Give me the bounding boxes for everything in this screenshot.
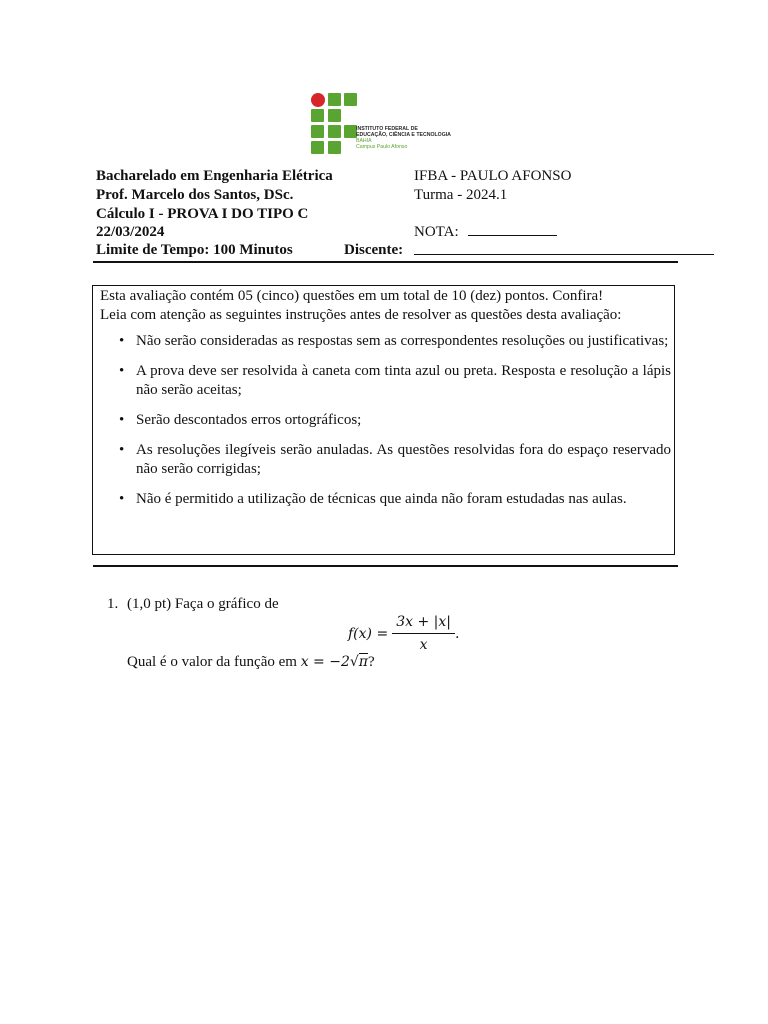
list-item-text: A prova deve ser resolvida à caneta com tinta azul ou preta. Resposta e resolução a lápis não serão aceitas;	[136, 363, 671, 398]
list-item	[101, 362, 671, 400]
formula-period: .	[454, 625, 460, 642]
logo-state: BAHIA	[356, 138, 372, 144]
logo-campus: Campus Paulo Afonso	[356, 144, 408, 150]
instructions-box	[92, 285, 675, 555]
formula-fraction	[392, 612, 455, 655]
formula-denominator: x	[419, 637, 428, 653]
list-item	[101, 411, 671, 430]
grade-field[interactable]	[468, 235, 557, 236]
grade-label: NOTA:	[414, 224, 459, 240]
question-text: (1,0 pt) Faça o gráfico de	[127, 596, 279, 612]
list-item	[101, 490, 671, 509]
formula-numerator: 3x + |x|	[392, 612, 455, 634]
question-number: 1.	[107, 596, 119, 612]
bullet-icon: •	[119, 412, 125, 428]
intro-line2: Leia com atenção as seguintes instruções antes de resolver as questões desta avaliação:	[100, 307, 622, 323]
question-ask	[127, 652, 375, 672]
logo-square	[311, 125, 324, 138]
student-label: Discente:	[344, 242, 404, 258]
box-rule	[93, 565, 678, 567]
list-item-text: Não serão consideradas as respostas sem as correspondentes resoluções ou justificativas;	[136, 333, 669, 349]
logo-square	[344, 93, 357, 106]
list-item	[101, 441, 671, 479]
logo-square	[328, 141, 341, 154]
course-name: Bacharelado em Engenharia Elétrica	[96, 168, 333, 184]
intro-line1: Esta avaliação contém 05 (cinco) questões em um total de 10 (dez) pontos. Confira!	[100, 288, 604, 304]
logo-square	[311, 109, 324, 122]
logo-square	[328, 93, 341, 106]
bullet-icon: •	[119, 491, 125, 507]
campus-name: IFBA - PAULO AFONSO	[414, 168, 572, 184]
instructions-list	[101, 332, 671, 520]
class-name: Turma - 2024.1	[414, 187, 508, 203]
ask-end: ?	[367, 654, 375, 670]
logo-institution-line2: EDUCAÇÃO, CIÊNCIA E TECNOLOGIA	[356, 132, 451, 138]
sqrt-icon: √	[349, 654, 359, 670]
function-formula	[348, 612, 459, 655]
list-item	[101, 332, 671, 351]
logo-institution-line1: INSTITUTO FEDERAL DE	[356, 126, 418, 132]
bullet-icon: •	[119, 333, 125, 349]
logo-text	[356, 126, 451, 150]
list-item-text: As resoluções ilegíveis serão anuladas. As questões resolvidas fora do espaço reservado não serão corrigidas;	[136, 442, 671, 477]
logo-square	[311, 141, 324, 154]
logo-square	[328, 109, 341, 122]
instructions-intro	[100, 287, 674, 325]
header-rule	[93, 261, 678, 263]
sqrt-argument: π	[358, 654, 368, 670]
professor-name: Prof. Marcelo dos Santos, DSc.	[96, 187, 294, 203]
bullet-icon: •	[119, 442, 125, 458]
ask-point: x = −2	[300, 654, 350, 670]
list-item-text: Serão descontados erros ortográficos;	[136, 412, 362, 428]
exam-title: Cálculo I - PROVA I DO TIPO C	[96, 206, 309, 222]
list-item-text: Não é permitido a utilização de técnicas que ainda não foram estudadas nas aulas.	[136, 491, 627, 507]
student-name-field[interactable]	[414, 254, 714, 255]
exam-date: 22/03/2024	[96, 224, 165, 240]
bullet-icon: •	[119, 363, 125, 379]
logo-red-dot	[311, 93, 325, 107]
ifba-logo	[308, 92, 468, 162]
formula-lhs: f(x) =	[348, 625, 389, 642]
time-limit: Limite de Tempo: 100 Minutos	[96, 242, 293, 258]
ask-text: Qual é o valor da função em	[127, 654, 297, 670]
logo-square	[328, 125, 341, 138]
